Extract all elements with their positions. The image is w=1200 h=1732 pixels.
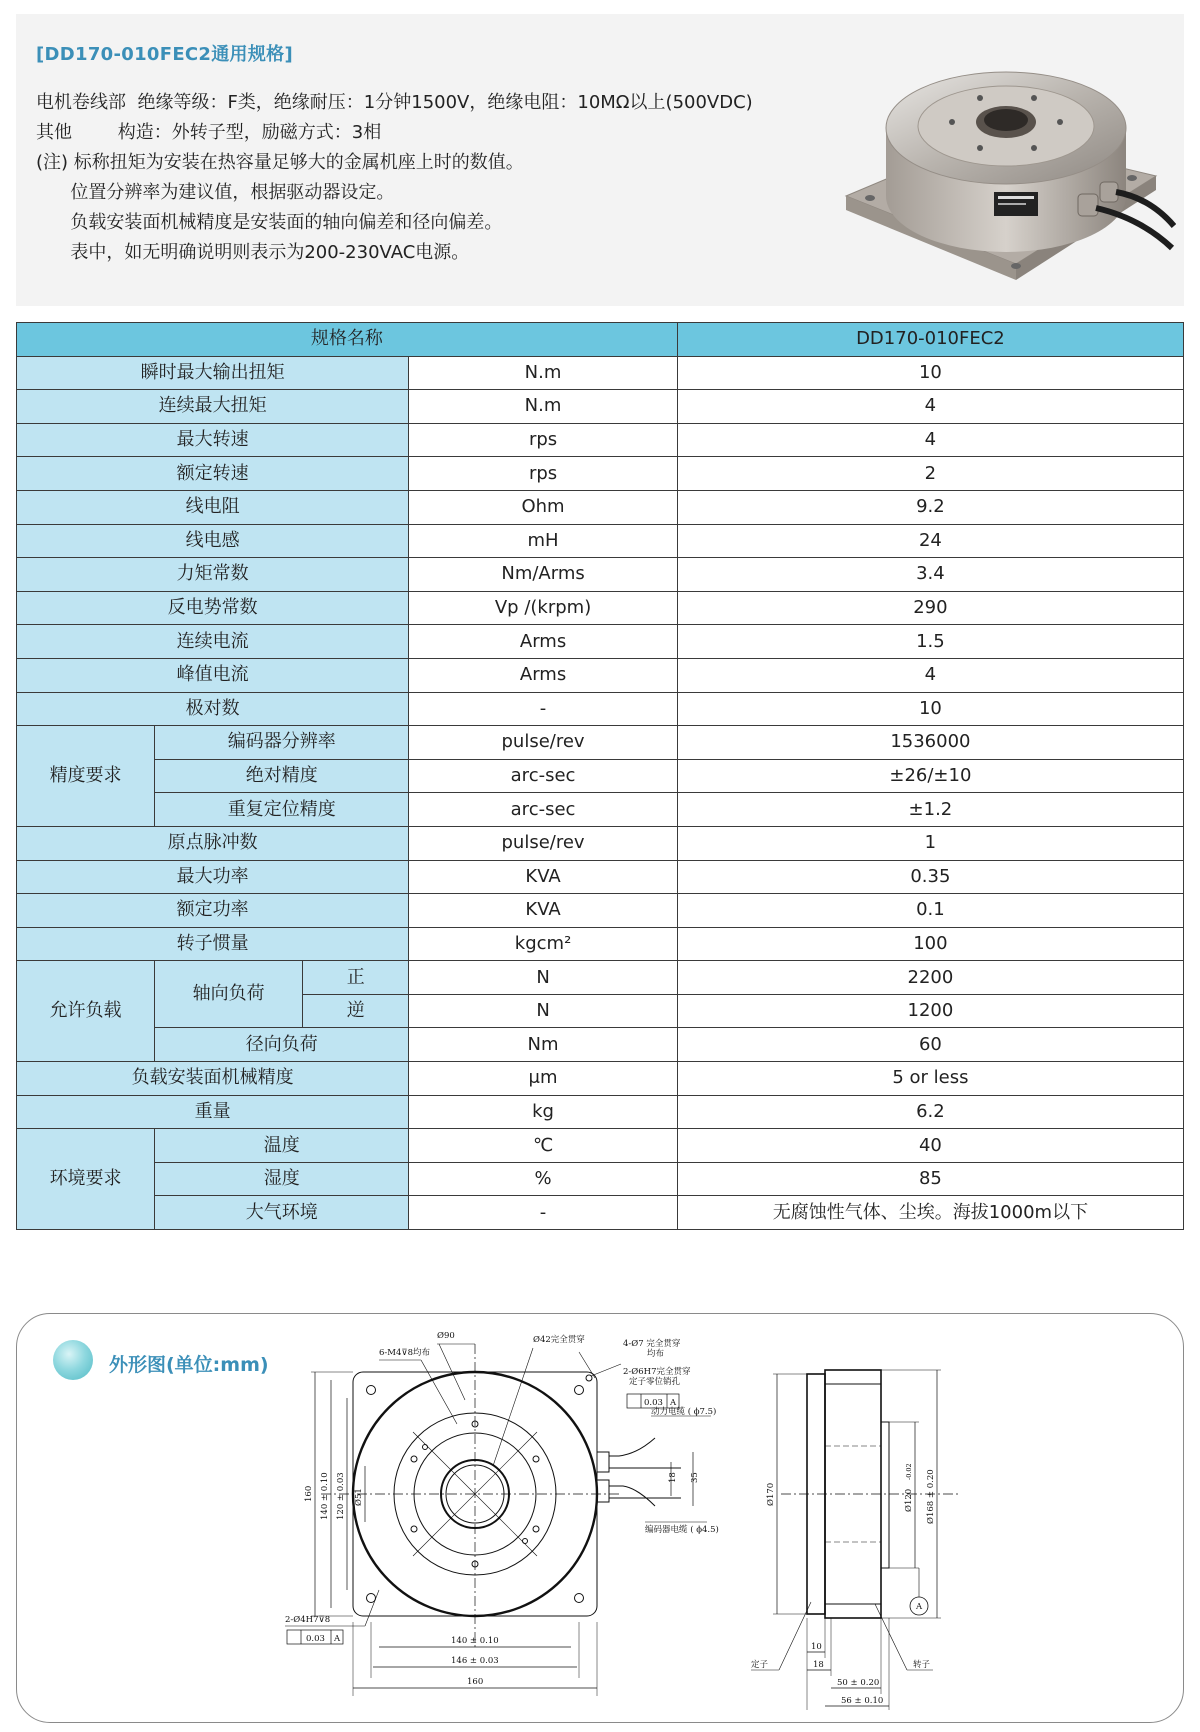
group-accuracy: 精度要求 xyxy=(17,726,155,827)
dim-50: 50 ± 0.20 xyxy=(837,1678,880,1688)
row-unit: μm xyxy=(409,1062,678,1096)
row-unit: KVA xyxy=(409,860,678,894)
table-row xyxy=(17,1196,1184,1230)
row-value: 85 xyxy=(677,1162,1183,1196)
group-load: 允许负载 xyxy=(17,961,155,1062)
row-label: 线电感 xyxy=(17,524,409,558)
row-value: 10 xyxy=(677,356,1183,390)
row-unit: N.m xyxy=(409,356,678,390)
side-view-drawing xyxy=(741,1340,981,1718)
dim-140-h: 140 ± 0.10 xyxy=(451,1636,499,1646)
tol-value: 0.03 xyxy=(644,1398,663,1408)
table-row xyxy=(17,927,1184,961)
dim-d170: Ø170 xyxy=(766,1482,776,1506)
dim-120-v: 120 ± 0.03 xyxy=(336,1472,346,1520)
dim-holes7: 4-Ø7 完全贯穿 xyxy=(623,1339,681,1349)
row-unit: Ohm xyxy=(409,490,678,524)
header-model: DD170-010FEC2 xyxy=(677,323,1183,357)
row-value: ±26/±10 xyxy=(677,759,1183,793)
row-value: 1200 xyxy=(677,994,1183,1028)
dim-d90: Ø90 xyxy=(437,1331,455,1341)
row-value: 5 or less xyxy=(677,1062,1183,1096)
row-value: 1.5 xyxy=(677,625,1183,659)
row-value: 0.35 xyxy=(677,860,1183,894)
table-row xyxy=(17,1162,1184,1196)
row-value: 60 xyxy=(677,1028,1183,1062)
row-unit: N xyxy=(409,994,678,1028)
row-value: 100 xyxy=(677,927,1183,961)
row-label: 正 xyxy=(303,961,409,995)
table-row xyxy=(17,524,1184,558)
row-value: 9.2 xyxy=(677,490,1183,524)
row-label: 连续电流 xyxy=(17,625,409,659)
table-row xyxy=(17,692,1184,726)
dimension-drawing-panel xyxy=(16,1313,1184,1723)
row-unit: ℃ xyxy=(409,1129,678,1163)
row-label: 线电阻 xyxy=(17,490,409,524)
row-unit: N.m xyxy=(409,390,678,424)
row-unit: arc-sec xyxy=(409,759,678,793)
table-row xyxy=(17,826,1184,860)
row-label: 重量 xyxy=(17,1095,409,1129)
row-value: 2200 xyxy=(677,961,1183,995)
spec-line-note-2: 位置分辨率为建议值，根据驱动器设定。 xyxy=(36,182,395,203)
row-label: 逆 xyxy=(303,994,409,1028)
tol-datum: A xyxy=(670,1398,677,1408)
row-value: 4 xyxy=(677,390,1183,424)
row-label: 反电势常数 xyxy=(17,591,409,625)
row-unit: Nm xyxy=(409,1028,678,1062)
table-row xyxy=(17,1028,1184,1062)
row-value: 2 xyxy=(677,457,1183,491)
row-unit: Arms xyxy=(409,625,678,659)
row-value: 24 xyxy=(677,524,1183,558)
spec-line-note-1: (注) 标称扭矩为安装在热容量足够大的金属机座上时的数值。 xyxy=(36,152,524,173)
row-unit: pulse/rev xyxy=(409,726,678,760)
row-unit: mH xyxy=(409,524,678,558)
side-datum: A xyxy=(916,1602,923,1612)
group-env: 环境要求 xyxy=(17,1129,155,1230)
row-unit: Vp /(krpm) xyxy=(409,591,678,625)
row-label: 转子惯量 xyxy=(17,927,409,961)
table-row xyxy=(17,860,1184,894)
table-row xyxy=(17,423,1184,457)
row-label: 瞬时最大输出扭矩 xyxy=(17,356,409,390)
row-unit: rps xyxy=(409,423,678,457)
row-value: 3.4 xyxy=(677,558,1183,592)
row-value: 10 xyxy=(677,692,1183,726)
dim-10: 10 xyxy=(811,1642,822,1652)
dim-140-v: 140 ± 0.10 xyxy=(320,1472,330,1520)
dim-160-v: 160 xyxy=(304,1485,314,1502)
table-row xyxy=(17,591,1184,625)
table-row xyxy=(17,625,1184,659)
row-unit: - xyxy=(409,1196,678,1230)
row-label: 最大转速 xyxy=(17,423,409,457)
row-value: 40 xyxy=(677,1129,1183,1163)
spec-line-insulation: 电机卷线部 绝缘等级：F类，绝缘耐压：1分钟1500V，绝缘电阻：10MΩ以上(500VDC) xyxy=(36,92,753,113)
row-label: 最大功率 xyxy=(17,860,409,894)
row-unit: kg xyxy=(409,1095,678,1129)
row-value: 1536000 xyxy=(677,726,1183,760)
table-row xyxy=(17,793,1184,827)
row-value: 4 xyxy=(677,423,1183,457)
table-row xyxy=(17,356,1184,390)
row-value: 0.1 xyxy=(677,894,1183,928)
table-row xyxy=(17,1062,1184,1096)
dim-d168: Ø168 ± 0.20 xyxy=(926,1469,936,1524)
row-value: ±1.2 xyxy=(677,793,1183,827)
row-unit: arc-sec xyxy=(409,793,678,827)
row-unit: kgcm² xyxy=(409,927,678,961)
row-unit: pulse/rev xyxy=(409,826,678,860)
dim-160-h: 160 xyxy=(467,1677,484,1687)
power-cable-label: 动力电缆 ( ϕ7.5) xyxy=(651,1407,717,1417)
table-row xyxy=(17,726,1184,760)
row-label: 大气环境 xyxy=(155,1196,409,1230)
dim-18: 18 xyxy=(668,1472,678,1483)
row-value: 无腐蚀性气体、尘埃。海拔1000m以下 xyxy=(677,1196,1183,1230)
table-row xyxy=(17,558,1184,592)
table-header-row xyxy=(17,323,1184,357)
tol2-value: 0.03 xyxy=(306,1634,325,1644)
row-label: 负载安装面机械精度 xyxy=(17,1062,409,1096)
row-label: 原点脉冲数 xyxy=(17,826,409,860)
row-value: 290 xyxy=(677,591,1183,625)
drawing-title: 外形图(单位:mm) xyxy=(109,1354,269,1376)
spec-line-note-4: 表中，如无明确说明则表示为200-230VAC电源。 xyxy=(36,242,470,263)
dim-d51: Ø51 xyxy=(354,1488,364,1506)
table-row xyxy=(17,658,1184,692)
row-unit: rps xyxy=(409,457,678,491)
row-label: 重复定位精度 xyxy=(155,793,409,827)
dim-d42: Ø42完全贯穿 xyxy=(533,1335,585,1345)
table-row xyxy=(17,961,1184,995)
dim-56: 56 ± 0.10 xyxy=(841,1696,884,1706)
row-label: 额定转速 xyxy=(17,457,409,491)
row-unit: Nm/Arms xyxy=(409,558,678,592)
axial-load-label: 轴向负荷 xyxy=(155,961,303,1028)
row-unit: N xyxy=(409,961,678,995)
spec-table xyxy=(16,322,1184,1230)
row-unit: Arms xyxy=(409,658,678,692)
header-spec-name: 规格名称 xyxy=(17,323,678,357)
dim-pin-b: 定子零位销孔 xyxy=(629,1377,681,1387)
tol2-datum: A xyxy=(334,1634,341,1644)
motor-photo xyxy=(840,58,1176,308)
front-view-drawing xyxy=(261,1320,801,1716)
dim-146-h: 146 ± 0.03 xyxy=(451,1656,499,1666)
dim-pin2: 2-Ø4H7⊽8 xyxy=(285,1615,331,1625)
row-label: 径向负荷 xyxy=(155,1028,409,1062)
dim-35: 35 xyxy=(690,1472,700,1483)
row-value: 6.2 xyxy=(677,1095,1183,1129)
row-unit: % xyxy=(409,1162,678,1196)
table-row xyxy=(17,457,1184,491)
row-value: 4 xyxy=(677,658,1183,692)
dim-pin: 2-Ø6H7完全贯穿 xyxy=(623,1367,691,1377)
table-row xyxy=(17,390,1184,424)
row-label: 编码器分辨率 xyxy=(155,726,409,760)
row-label: 温度 xyxy=(155,1129,409,1163)
spec-line-note-3: 负载安装面机械精度是安装面的轴向偏差和径向偏差。 xyxy=(36,212,503,233)
table-row xyxy=(17,1095,1184,1129)
row-label: 峰值电流 xyxy=(17,658,409,692)
encoder-cable-label: 编码器电缆 ( ϕ4.5) xyxy=(645,1525,719,1535)
row-label: 湿度 xyxy=(155,1162,409,1196)
bullet-icon xyxy=(53,1340,93,1380)
rotor-label: 转子 xyxy=(913,1660,931,1670)
dim-holes7b: 均布 xyxy=(647,1349,665,1359)
row-unit: - xyxy=(409,692,678,726)
spec-line-structure: 其他 构造：外转子型，励磁方式：3相 xyxy=(36,122,382,143)
dim-18-side: 18 xyxy=(813,1660,824,1670)
table-row xyxy=(17,759,1184,793)
table-row xyxy=(17,1129,1184,1163)
dim-d120-tol: -0.02 xyxy=(905,1463,913,1480)
dim-m4: 6-M4⊽8均布 xyxy=(379,1348,431,1358)
row-label: 额定功率 xyxy=(17,894,409,928)
row-unit: KVA xyxy=(409,894,678,928)
stator-label: 定子 xyxy=(751,1660,769,1670)
row-value: 1 xyxy=(677,826,1183,860)
row-label: 连续最大扭矩 xyxy=(17,390,409,424)
table-row xyxy=(17,490,1184,524)
spec-title: [DD170-010FEC2通用规格] xyxy=(36,44,293,65)
dim-d120: Ø120 xyxy=(904,1488,914,1512)
spec-header xyxy=(16,14,1184,306)
row-label: 力矩常数 xyxy=(17,558,409,592)
table-row xyxy=(17,894,1184,928)
row-label: 绝对精度 xyxy=(155,759,409,793)
row-label: 极对数 xyxy=(17,692,409,726)
